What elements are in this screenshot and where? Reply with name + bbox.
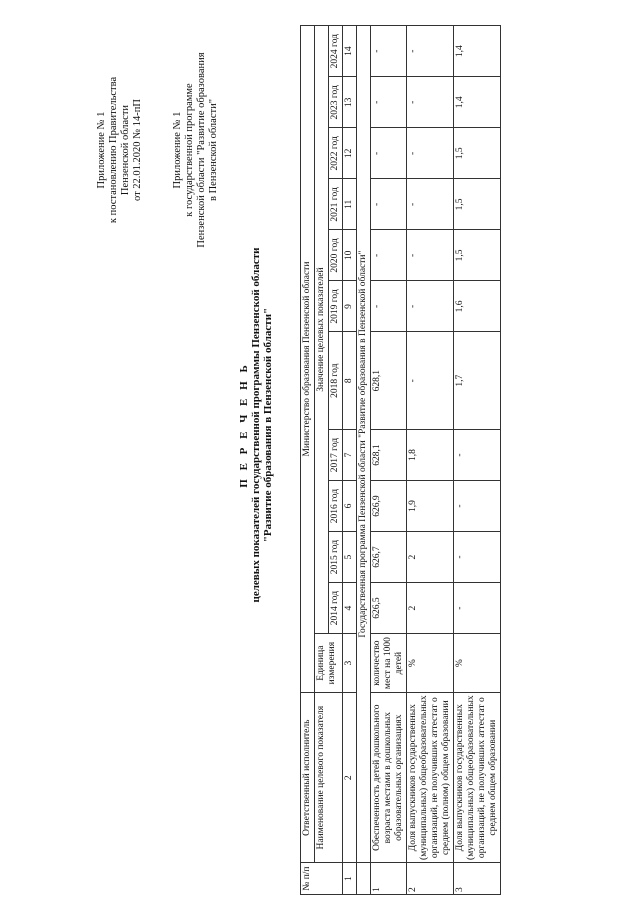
appendix-line: в Пензенской области" (208, 99, 219, 201)
program-row (357, 26, 371, 895)
indicator-value: - (407, 128, 454, 179)
indicator-name: Доля выпускников государственных (муниципальных) общеобразовательных организаций, не получивших аттестат о среднем общем образовании (454, 693, 501, 863)
indicator-value: - (371, 179, 407, 230)
col-number: 8 (343, 332, 357, 430)
indicator-value: 2 (407, 583, 454, 634)
indicator-value: - (371, 77, 407, 128)
indicator-unit: количество мест на 1000 детей (371, 634, 407, 693)
indicator-value: 1,7 (454, 332, 501, 430)
indicator-value: 1,4 (454, 26, 501, 77)
indicator-value: - (371, 26, 407, 77)
year-cell: 2015 год (329, 532, 343, 583)
title-line: "Развитие образования в Пензенской области" (262, 307, 274, 543)
row-number: 2 (407, 863, 454, 895)
col-number: 2 (343, 693, 357, 863)
indicator-value: 2 (407, 532, 454, 583)
year-cell: 2020 год (329, 230, 343, 281)
title-line: П Е Р Е Ч Е Н Ь (238, 362, 250, 488)
col-number: 9 (343, 281, 357, 332)
indicator-value: - (454, 481, 501, 532)
row-number: 3 (454, 863, 501, 895)
indicators-table (300, 25, 501, 895)
document-title (238, 225, 274, 625)
table-row (407, 26, 454, 895)
appendix-line: от 22.01.2020 № 14-пП (132, 98, 143, 202)
appendix-line: Приложение № 1 (96, 111, 107, 189)
indicator-value: 628,1 (371, 430, 407, 481)
col-number: 14 (343, 26, 357, 77)
table-row (371, 26, 407, 895)
col-number: 3 (343, 634, 357, 693)
appendix-line: к постановлению Правительства (108, 76, 119, 224)
year-cell: 2014 год (329, 583, 343, 634)
column-numbers-row (343, 26, 357, 895)
header-row (315, 26, 329, 895)
indicator-unit: % (454, 634, 501, 693)
row-number: 1 (371, 863, 407, 895)
indicator-value: 626,5 (371, 583, 407, 634)
year-cell: 2017 год (329, 430, 343, 481)
header-no: № п/п (301, 863, 343, 895)
col-number: 12 (343, 128, 357, 179)
indicator-value: - (407, 281, 454, 332)
indicator-value: - (454, 532, 501, 583)
header-unit: Единица измерения (315, 634, 343, 693)
indicator-value: 626,9 (371, 481, 407, 532)
indicator-name: Обеспеченность детей дошкольного возраста местами в дошкольных образовательных организациях (371, 693, 407, 863)
indicator-value: - (407, 332, 454, 430)
appendix-line: Пензенской области (120, 104, 131, 196)
indicator-value: - (371, 230, 407, 281)
year-cell: 2022 год (329, 128, 343, 179)
year-cell: 2023 год (329, 77, 343, 128)
header-values: Значение целевых показателей (315, 26, 329, 634)
year-cell: 2019 год (329, 281, 343, 332)
appendix-line: Приложение № 1 (172, 111, 183, 189)
program-appendix-header (172, 35, 220, 265)
year-cell: 2024 год (329, 26, 343, 77)
indicator-value: - (407, 179, 454, 230)
col-number: 4 (343, 583, 357, 634)
indicator-value: - (454, 583, 501, 634)
indicator-value: 1,4 (454, 77, 501, 128)
indicator-value: - (407, 26, 454, 77)
indicator-value: 626,7 (371, 532, 407, 583)
header-name: Наименование целевого показателя (315, 693, 343, 863)
program-title: Государственная программа Пензенской области "Развитие образования в Пензенской области" (357, 26, 371, 863)
col-number: 13 (343, 77, 357, 128)
col-number: 7 (343, 430, 357, 481)
col-number: 1 (343, 863, 357, 895)
col-number: 11 (343, 179, 357, 230)
indicator-value: - (407, 230, 454, 281)
indicator-value: 1,5 (454, 128, 501, 179)
col-number: 5 (343, 532, 357, 583)
indicator-value: - (407, 77, 454, 128)
table-row (454, 26, 501, 895)
indicator-value: - (371, 281, 407, 332)
col-number: 6 (343, 481, 357, 532)
year-cell: 2021 год (329, 179, 343, 230)
indicator-value: - (371, 128, 407, 179)
executor-value: Министерство образования Пензенской области (301, 26, 315, 693)
indicator-unit: % (407, 634, 454, 693)
indicator-value: 1,5 (454, 179, 501, 230)
appendix-line: к государственной программе (184, 83, 195, 217)
indicator-value: 1,8 (407, 430, 454, 481)
appendix-line: Пензенской области "Развитие образования (196, 52, 207, 248)
indicator-value: 1,6 (454, 281, 501, 332)
executor-row (301, 26, 315, 895)
indicator-value: 1,9 (407, 481, 454, 532)
indicator-value: 628,1 (371, 332, 407, 430)
appendix-header (96, 35, 144, 265)
indicator-name: Доля выпускников государственных (муниципальных) общеобразовательных организаций, не получивших аттестат о среднем (полном) общем образовании (407, 693, 454, 863)
year-cell: 2016 год (329, 481, 343, 532)
indicator-value: - (454, 430, 501, 481)
year-cell: 2018 год (329, 332, 343, 430)
header-executor: Ответственный исполнитель (301, 693, 315, 863)
title-line: целевых показателей государственной программы Пензенской области (250, 247, 262, 603)
col-number: 10 (343, 230, 357, 281)
indicator-value: 1,5 (454, 230, 501, 281)
program-row-blank (357, 863, 371, 895)
